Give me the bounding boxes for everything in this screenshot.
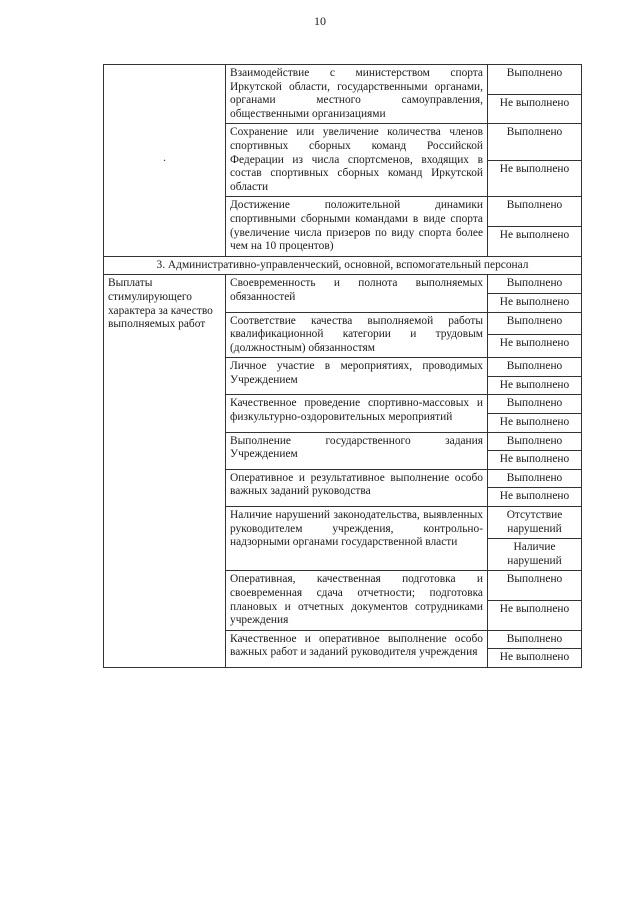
- criterion-cell: Выполнение государственного задания Учреждением: [226, 432, 488, 469]
- result-cell: Выполнено: [488, 197, 582, 227]
- result-cell: Не выполнено: [488, 649, 582, 668]
- category-cell-empty: [104, 65, 226, 257]
- criteria-table: [103, 64, 582, 668]
- table-row: [104, 275, 582, 294]
- category-cell: Выплаты стимулирующего характера за качество выполняемых работ: [104, 275, 226, 668]
- result-cell: Не выполнено: [488, 335, 582, 358]
- result-cell: Наличие нарушений: [488, 539, 582, 571]
- result-cell: Выполнено: [488, 65, 582, 95]
- result-cell: Выполнено: [488, 571, 582, 601]
- criterion-cell: Качественное и оперативное выполнение особо важных работ и заданий руководителя учреждения: [226, 630, 488, 667]
- result-cell: Выполнено: [488, 358, 582, 377]
- criterion-cell: Оперативное и результативное выполнение особо важных заданий руководства: [226, 469, 488, 506]
- criterion-cell: Качественное проведение спортивно-массовых и физкультурно-оздоровительных мероприятий: [226, 395, 488, 432]
- result-cell: Не выполнено: [488, 94, 582, 124]
- result-cell: Не выполнено: [488, 451, 582, 470]
- result-cell: Выполнено: [488, 469, 582, 488]
- criterion-cell: Достижение положительной динамики спортивными сборными командами в виде спорта (увеличение числа призеров по виду спорта более чем на 10 процентов): [226, 197, 488, 256]
- result-cell: Выполнено: [488, 432, 582, 451]
- result-cell: Не выполнено: [488, 376, 582, 395]
- criterion-cell: Взаимодействие с министерством спорта Иркутской области, государственными органами, органами местного самоуправления, общественными организациями: [226, 65, 488, 124]
- result-cell: Не выполнено: [488, 293, 582, 312]
- result-cell: Не выполнено: [488, 227, 582, 257]
- table-row: [104, 65, 582, 95]
- criterion-cell: Наличие нарушений законодательства, выявленных руководителем учреждения, контрольно-надзорными органами государственной власти: [226, 507, 488, 571]
- result-cell: Выполнено: [488, 124, 582, 160]
- stray-mark: ·: [162, 155, 167, 167]
- result-cell: Не выполнено: [488, 601, 582, 631]
- criterion-cell: Своевременность и полнота выполняемых обязанностей: [226, 275, 488, 312]
- result-cell: Не выполнено: [488, 414, 582, 433]
- result-cell: Выполнено: [488, 395, 582, 414]
- result-cell: Выполнено: [488, 275, 582, 294]
- criterion-cell: Личное участие в мероприятиях, проводимых Учреждением: [226, 358, 488, 395]
- result-cell: Не выполнено: [488, 160, 582, 196]
- result-cell: Выполнено: [488, 312, 582, 335]
- result-cell: Отсутствие нарушений: [488, 507, 582, 539]
- section-heading-row: [104, 256, 582, 275]
- section-title: 3. Административно-управленческий, основной, вспомогательный персонал: [104, 256, 582, 275]
- criterion-cell: Оперативная, качественная подготовка и своевременная сдача отчетности; подготовка плановых и отчетных документов сотрудниками учреждения: [226, 571, 488, 630]
- criterion-cell: Сохранение или увеличение количества членов спортивных сборных команд Российской Федерации из числа спортсменов, входящих в состав спортивных сборных команд Иркутской области: [226, 124, 488, 197]
- criterion-cell: Соответствие качества выполняемой работы квалификационной категории и трудовым (должностным) обязанностям: [226, 312, 488, 358]
- result-cell: Выполнено: [488, 630, 582, 649]
- page-number: 10: [314, 14, 326, 28]
- result-cell: Не выполнено: [488, 488, 582, 507]
